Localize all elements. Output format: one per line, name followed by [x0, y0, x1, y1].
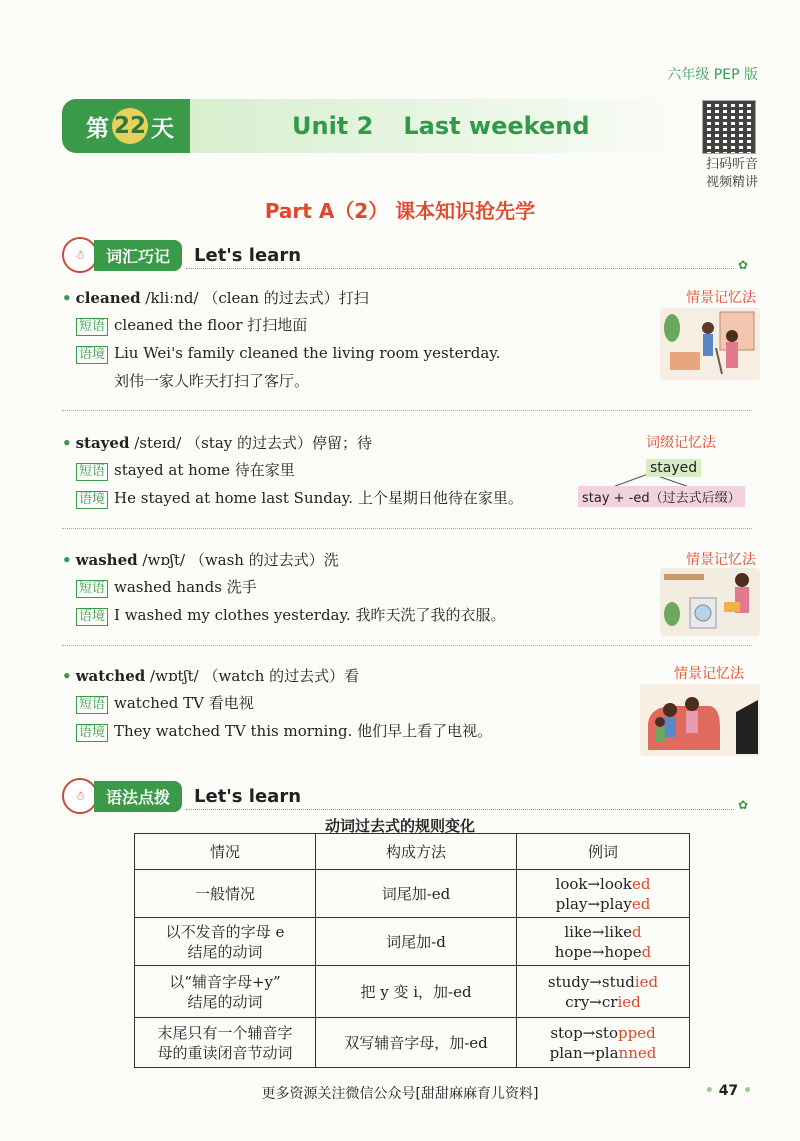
case-cell: 以“辅音字母+y” 结尾的动词: [135, 966, 316, 1018]
memory-method-label: 词缀记忆法: [646, 435, 716, 451]
context-tag: 语境: [76, 724, 108, 742]
day-number: 22: [112, 108, 148, 144]
grammar-table: [134, 833, 690, 1068]
phrase: washed hands 洗手: [114, 578, 257, 596]
divider: [62, 410, 752, 411]
memory-method-label: 情景记忆法: [686, 290, 756, 306]
sentence: Liu Wei's family cleaned the living room yesterday.: [114, 344, 501, 362]
memory-method-label: 情景记忆法: [674, 666, 744, 682]
unit-title-band: [190, 99, 676, 153]
column-header: 情况: [135, 834, 316, 870]
grade-label: 六年级 PEP 版: [667, 67, 758, 83]
word: cleaned: [75, 289, 141, 307]
phrase: watched TV 看电视: [114, 694, 254, 712]
phrase-tag: 短语: [76, 580, 108, 598]
vocab-section-header: [62, 238, 301, 272]
example-cell: study→studied cry→cried: [517, 966, 690, 1018]
context-tag: 语境: [76, 491, 108, 509]
case-cell: 末尾只有一个辅音字 母的重读闭音节动词: [135, 1018, 316, 1068]
day-badge: [62, 99, 198, 153]
word-entry-washed: [62, 547, 742, 629]
method-cell: 词尾加-d: [316, 918, 517, 966]
unit-number: Unit 2: [292, 112, 374, 140]
bullet-icon: •: [62, 289, 72, 307]
divider: [62, 528, 752, 529]
affix-formula: stay + -ed（过去式后缀）: [578, 486, 745, 507]
meaning: （wash 的过去式）洗: [189, 551, 339, 569]
column-header: 例词: [517, 834, 690, 870]
snowman-icon: ☃: [62, 237, 98, 273]
example-cell: like→liked hope→hoped: [517, 918, 690, 966]
table-row: [135, 1018, 690, 1068]
method-cell: 双写辅音字母，加-ed: [316, 1018, 517, 1068]
flower-icon: ✿: [738, 258, 749, 272]
divider: [186, 268, 734, 269]
meaning: （watch 的过去式）看: [203, 667, 360, 685]
qr-label-line-2: 视频精讲: [705, 175, 758, 190]
phrase-tag: 短语: [76, 696, 108, 714]
phonetic: /wɒtʃt/: [150, 667, 199, 685]
table-row: [135, 870, 690, 918]
word-entry-cleaned: [62, 285, 742, 395]
flower-icon: ✿: [738, 798, 749, 812]
phrase-tag: 短语: [76, 318, 108, 336]
context-tag: 语境: [76, 346, 108, 364]
divider: [62, 645, 752, 646]
family-cleaning-illustration: [660, 308, 760, 380]
sentence: They watched TV this morning. 他们早上看了电视。: [114, 722, 493, 740]
qr-label: [706, 156, 758, 192]
bullet-icon: •: [62, 667, 72, 685]
phrase: stayed at home 待在家里: [114, 461, 295, 479]
grammar-section-header: [62, 779, 301, 813]
case-cell: 一般情况: [135, 870, 316, 918]
table-row: [135, 966, 690, 1018]
sentence: He stayed at home last Sunday. 上个星期日他待在家里。: [114, 489, 523, 507]
memory-method-label: 情景记忆法: [686, 552, 756, 568]
vocab-section-tag: 词汇巧记: [94, 240, 182, 271]
context-tag: 语境: [76, 608, 108, 626]
case-cell: 以不发音的字母 e 结尾的动词: [135, 918, 316, 966]
word: washed: [75, 551, 138, 569]
page-number: • 47 •: [704, 1083, 752, 1099]
phrase: cleaned the floor 打扫地面: [114, 316, 308, 334]
affix-result: stayed: [646, 459, 701, 477]
part-title: Part A（2） 课本知识抢先学: [264, 199, 536, 223]
word: watched: [75, 667, 146, 685]
bullet-icon: •: [62, 434, 72, 452]
method-cell: 把 y 变 i，加-ed: [316, 966, 517, 1018]
snowman-icon: ☃: [62, 778, 98, 814]
meaning: （stay 的过去式）停留；待: [186, 434, 373, 452]
day-prefix: 第: [86, 115, 109, 142]
grammar-section-tag: 语法点拨: [94, 781, 182, 812]
word: stayed: [75, 434, 130, 452]
grammar-section-title: Let's learn: [194, 785, 302, 807]
footer-text: 更多资源关注微信公众号[甜甜麻麻育儿资料]: [261, 1086, 539, 1102]
phonetic: /wɒʃt/: [142, 551, 186, 569]
example-cell: stop→stopped plan→planned: [517, 1018, 690, 1068]
table-header-row: [135, 834, 690, 870]
table-row: [135, 918, 690, 966]
phonetic: /steɪd/: [134, 434, 182, 452]
watching-tv-illustration: [640, 684, 760, 756]
divider: [186, 809, 734, 810]
column-header: 构成方法: [316, 834, 517, 870]
example-cell: look→looked play→played: [517, 870, 690, 918]
meaning: （clean 的过去式）打扫: [203, 289, 369, 307]
bullet-icon: •: [62, 551, 72, 569]
qr-code-icon[interactable]: [702, 100, 756, 154]
vocab-section-title: Let's learn: [194, 244, 302, 266]
unit-title: Last weekend: [403, 112, 590, 140]
washing-clothes-illustration: [660, 568, 760, 636]
phonetic: /kliːnd/: [145, 289, 199, 307]
table-title: 动词过去式的规则变化: [324, 817, 475, 835]
translation: 刘伟一家人昨天打扫了客厅。: [114, 372, 310, 390]
day-suffix: 天: [151, 115, 174, 142]
sentence: I washed my clothes yesterday. 我昨天洗了我的衣服。: [114, 606, 506, 624]
phrase-tag: 短语: [76, 463, 108, 481]
qr-label-line-1: 扫码听音: [705, 157, 758, 172]
method-cell: 词尾加-ed: [316, 870, 517, 918]
